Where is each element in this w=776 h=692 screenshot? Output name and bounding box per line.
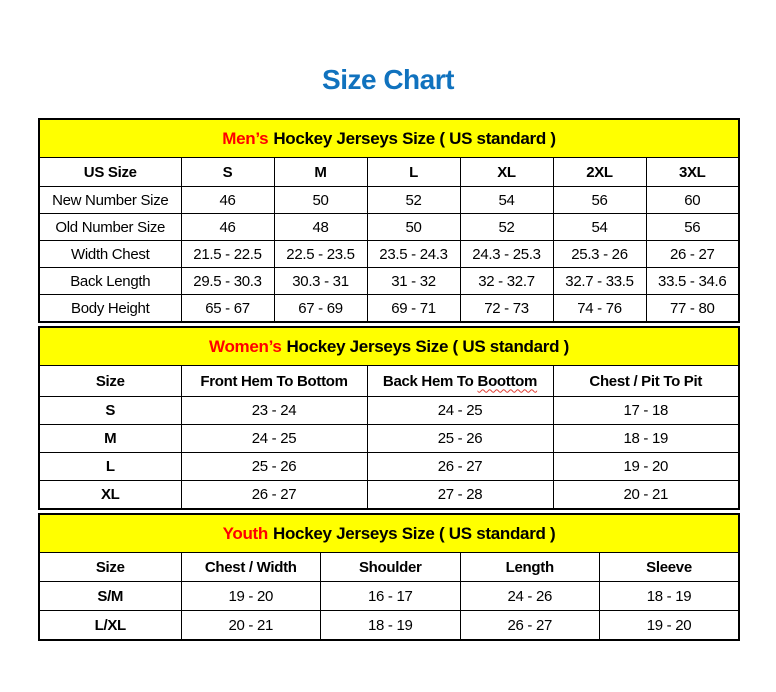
value-cell: 22.5 - 23.5 [274, 241, 367, 268]
value-cell: 26 - 27 [460, 611, 600, 641]
value-cell: 30.3 - 31 [274, 268, 367, 295]
table-row [39, 453, 739, 481]
value-cell: 18 - 19 [553, 425, 739, 453]
value-cell: 25.3 - 26 [553, 241, 646, 268]
value-cell: 32.7 - 33.5 [553, 268, 646, 295]
value-cell: 24 - 25 [181, 425, 367, 453]
row-label-cell: New Number Size [39, 187, 181, 214]
value-cell: 20 - 21 [181, 611, 321, 641]
column-header-cell: Shoulder [321, 553, 461, 582]
size-tables-container [38, 118, 740, 641]
mens-title-rest: Hockey Jerseys Size ( US standard ) [273, 128, 556, 148]
value-cell: 23.5 - 24.3 [367, 241, 460, 268]
value-cell: 48 [274, 214, 367, 241]
womens-table-title-row [39, 327, 739, 366]
value-cell: 16 - 17 [321, 582, 461, 611]
column-header-text: Back Hem To [382, 372, 474, 390]
column-header-cell: XL [460, 158, 553, 187]
row-label-cell: Old Number Size [39, 214, 181, 241]
row-label-cell: XL [39, 481, 181, 510]
column-header-cell [367, 366, 553, 397]
column-header-cell: Length [460, 553, 600, 582]
table-row [39, 425, 739, 453]
table-row [39, 241, 739, 268]
column-header-cell: Chest / Width [181, 553, 321, 582]
youth-title-highlight: Youth [222, 523, 268, 543]
table-row [39, 481, 739, 510]
table-row [39, 187, 739, 214]
value-cell: 31 - 32 [367, 268, 460, 295]
column-header-cell: Front Hem To Bottom [181, 366, 367, 397]
table-row [39, 582, 739, 611]
value-cell: 23 - 24 [181, 397, 367, 425]
womens-header-row [39, 366, 739, 397]
value-cell: 54 [553, 214, 646, 241]
youth-header-row [39, 553, 739, 582]
table-row [39, 295, 739, 323]
youth-table-title-row [39, 514, 739, 553]
row-label-cell: S [39, 397, 181, 425]
value-cell: 65 - 67 [181, 295, 274, 323]
value-cell: 32 - 32.7 [460, 268, 553, 295]
column-header-cell: Sleeve [600, 553, 740, 582]
value-cell: 69 - 71 [367, 295, 460, 323]
womens-size-table [38, 326, 740, 510]
table-row [39, 397, 739, 425]
youth-title-rest: Hockey Jerseys Size ( US standard ) [272, 523, 556, 543]
value-cell: 29.5 - 30.3 [181, 268, 274, 295]
value-cell: 60 [646, 187, 739, 214]
value-cell: 24.3 - 25.3 [460, 241, 553, 268]
value-cell: 26 - 27 [367, 453, 553, 481]
column-header-cell: US Size [39, 158, 181, 187]
value-cell: 52 [460, 214, 553, 241]
value-cell: 54 [460, 187, 553, 214]
table-row [39, 214, 739, 241]
womens-title-highlight: Women’s [209, 336, 282, 356]
mens-table-title [39, 119, 739, 158]
womens-title-rest: Hockey Jerseys Size ( US standard ) [286, 336, 569, 356]
column-header-cell: 3XL [646, 158, 739, 187]
value-cell: 17 - 18 [553, 397, 739, 425]
row-label-cell: Body Height [39, 295, 181, 323]
value-cell: 67 - 69 [274, 295, 367, 323]
womens-table-title [39, 327, 739, 366]
column-header-cell: Chest / Pit To Pit [553, 366, 739, 397]
mens-size-table [38, 118, 740, 323]
youth-size-table [38, 513, 740, 641]
value-cell: 18 - 19 [600, 582, 740, 611]
value-cell: 18 - 19 [321, 611, 461, 641]
value-cell: 26 - 27 [181, 481, 367, 510]
value-cell: 74 - 76 [553, 295, 646, 323]
value-cell: 46 [181, 187, 274, 214]
value-cell: 52 [367, 187, 460, 214]
mens-table-title-row [39, 119, 739, 158]
column-header-cell: 2XL [553, 158, 646, 187]
value-cell: 72 - 73 [460, 295, 553, 323]
table-row [39, 611, 739, 641]
row-label-cell: Width Chest [39, 241, 181, 268]
row-label-cell: Back Length [39, 268, 181, 295]
value-cell: 46 [181, 214, 274, 241]
column-header-cell: M [274, 158, 367, 187]
value-cell: 56 [646, 214, 739, 241]
youth-table-title [39, 514, 739, 553]
mens-header-row [39, 158, 739, 187]
value-cell: 19 - 20 [600, 611, 740, 641]
value-cell: 50 [274, 187, 367, 214]
value-cell: 77 - 80 [646, 295, 739, 323]
table-row [39, 268, 739, 295]
value-cell: 24 - 25 [367, 397, 553, 425]
row-label-cell: M [39, 425, 181, 453]
value-cell: 56 [553, 187, 646, 214]
column-header-cell: Size [39, 553, 181, 582]
misspelled-word-squiggle: Boottom [477, 372, 538, 390]
column-header-cell: Size [39, 366, 181, 397]
value-cell: 50 [367, 214, 460, 241]
value-cell: 24 - 26 [460, 582, 600, 611]
row-label-cell: L/XL [39, 611, 181, 641]
value-cell: 26 - 27 [646, 241, 739, 268]
value-cell: 27 - 28 [367, 481, 553, 510]
row-label-cell: S/M [39, 582, 181, 611]
value-cell: 19 - 20 [553, 453, 739, 481]
row-label-cell: L [39, 453, 181, 481]
value-cell: 25 - 26 [181, 453, 367, 481]
value-cell: 19 - 20 [181, 582, 321, 611]
value-cell: 25 - 26 [367, 425, 553, 453]
value-cell: 33.5 - 34.6 [646, 268, 739, 295]
value-cell: 21.5 - 22.5 [181, 241, 274, 268]
mens-title-highlight: Men’s [222, 128, 269, 148]
column-header-cell: L [367, 158, 460, 187]
column-header-cell: S [181, 158, 274, 187]
value-cell: 20 - 21 [553, 481, 739, 510]
page-title: Size Chart [322, 64, 454, 95]
